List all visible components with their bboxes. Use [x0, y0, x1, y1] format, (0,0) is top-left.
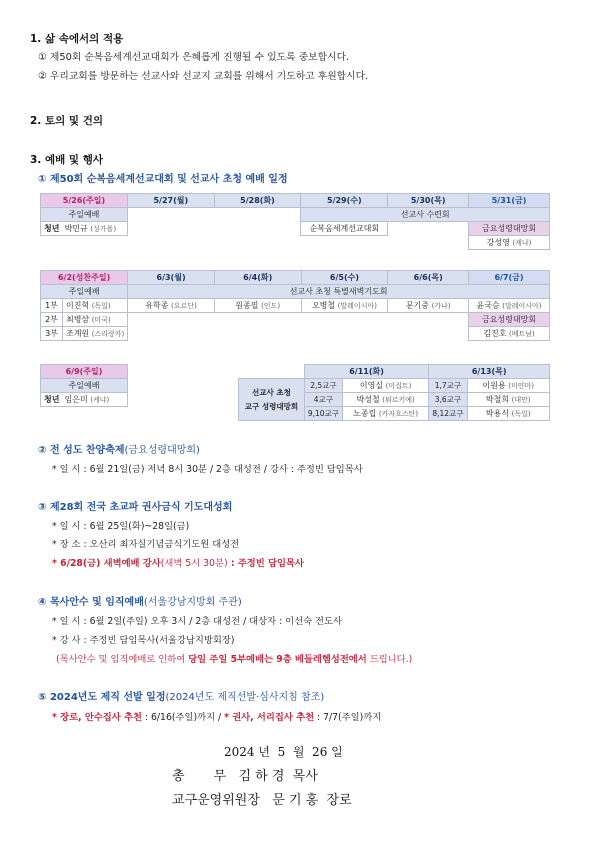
table1-sunday-service: 주일예배	[41, 208, 128, 222]
table4-head-thu: 6/13(목)	[429, 365, 550, 379]
table4-row2-speaker-a	[343, 393, 429, 407]
table4-row2-name-b: 박철희	[485, 395, 510, 404]
table2-dawn-fri	[469, 299, 550, 313]
table3-youth-row	[41, 393, 128, 407]
table4-row2-district-a: 4교구	[304, 393, 342, 407]
table1-youth-note: (싱가폴)	[90, 225, 117, 233]
section-1-item-1: ① 제50회 순복음세계선교대회가 은혜롭게 진행될 수 있도록 중보합시다.	[38, 52, 350, 63]
table1-head-wed: 5/29(수)	[301, 194, 388, 208]
ordination-title	[38, 593, 242, 608]
section-1-item-2: ② 우리교회를 방문하는 선교사와 선교지 교회를 위해서 기도하고 후원합시다.	[38, 71, 369, 82]
fasting-prayer-place: * 장 소 : 오산리 최자실기념금식기도원 대성전	[52, 539, 240, 550]
table2-part-3-name: 조계원	[65, 329, 90, 338]
table2-sunday-service: 주일예배	[41, 285, 128, 299]
table2-part-2: 2부	[41, 313, 63, 327]
table4-row3-name-b: 박용식	[485, 409, 510, 418]
table1-youth-label: 청년	[44, 224, 60, 233]
table4-label-1: 선교사 초청	[251, 387, 291, 397]
footer-signer-2: 교구운영위원장 문 기 홍 장로	[172, 793, 352, 808]
table1-friday-speaker	[469, 236, 550, 250]
ordination-date: * 일 시 : 6월 2일(주일) 오후 3시 / 2층 대성전 / 대상자 : 이선숙 전도사	[52, 616, 342, 627]
table2-part-1-note: (독일)	[91, 302, 111, 310]
table2-head-thu: 6/6(목)	[388, 271, 469, 285]
schedule-table-week1	[40, 193, 550, 250]
officer-selection-title	[38, 688, 324, 703]
table2-part-1-speaker	[62, 299, 127, 313]
table1-world-mission-conference: 순복음세계선교대회	[301, 222, 388, 236]
praise-festival-title	[38, 441, 200, 456]
schedule-table-week2	[40, 270, 550, 341]
table2-part-2-note: (미국)	[91, 316, 111, 324]
table4-row1-speaker-a	[343, 379, 429, 393]
ordination-heading: ④ 목사안수 및 임직예배	[38, 597, 144, 608]
table2-part-2-name: 최병삼	[65, 315, 90, 324]
table2-dawn-mon	[128, 299, 215, 313]
table4-row3-speaker-a	[343, 407, 429, 421]
table3-youth-label: 청년	[44, 395, 60, 404]
table2-dawn-mon-note: (요르단)	[171, 302, 197, 310]
table2-part-3-speaker	[62, 327, 127, 341]
table2-dawn-tue	[214, 299, 301, 313]
ordination-notice-end: 드립니다.)	[366, 654, 413, 665]
section-1-title: 1. 삶 속에서의 적용	[30, 33, 124, 45]
table1-head-thu: 5/30(목)	[388, 194, 469, 208]
footer-signer-1: 총 무 김 하 경 목사	[172, 769, 318, 784]
table2-friday-speaker	[469, 327, 550, 341]
table1-head-fri: 5/31(금)	[469, 194, 550, 208]
table1-youth-name: 박민규	[64, 224, 88, 233]
schedule-subtitle: ① 제50회 순복음세계선교대회 및 선교사 초청 예배 일정	[38, 174, 288, 185]
table2-part-1-name: 이진혁	[65, 301, 90, 310]
ordination-paren: (서울강남지방회 주관)	[143, 597, 242, 608]
table4-row2-district-b: 3,6교구	[429, 393, 467, 407]
table4-label-2: 교구 성령대망회	[244, 401, 299, 411]
table2-dawn-prayer: 선교사 초청 특별새벽기도회	[128, 285, 550, 299]
section-3-title: 3. 예배 및 행사	[30, 154, 103, 166]
fasting-prayer-date: * 일 시 : 6월 25일(화)~28일(금)	[52, 521, 190, 532]
deaconess-recommend-label: * 권사, 서리집사 추천	[224, 712, 315, 723]
table2-head-wed: 6/5(수)	[301, 271, 388, 285]
table3-sunday-service: 주일예배	[41, 379, 128, 393]
table4-row3-district-b: 8,12교구	[429, 407, 467, 421]
fasting-prayer-speaker-time: (새벽 5시 30분)	[160, 558, 228, 569]
schedule-table-6-9	[40, 364, 128, 407]
elder-recommend-date: : 6/16(주일)까지 /	[141, 712, 225, 723]
table4-row2-note-a: (튀르키예)	[382, 396, 415, 404]
table2-part-3: 3부	[41, 327, 63, 341]
table2-dawn-tue-name: 원종필	[235, 301, 259, 310]
table3-head: 6/9(주일)	[41, 365, 128, 379]
table2-head-mon: 6/3(월)	[128, 271, 215, 285]
table2-dawn-wed-note: (말레이시아)	[337, 302, 377, 310]
fasting-prayer-speaker-label: * 6/28(금) 새벽예배 강사	[52, 558, 161, 569]
officer-selection-detail	[52, 709, 381, 723]
table1-head-sun: 5/26(주일)	[41, 194, 128, 208]
table4-row1-district-b: 1,7교구	[429, 379, 467, 393]
schedule-table-district	[238, 364, 550, 421]
table2-head-sun: 6/2(성찬주일)	[41, 271, 128, 285]
praise-festival-paren: (금요성령대망회)	[124, 445, 200, 456]
table2-dawn-wed	[301, 299, 388, 313]
table2-part-1: 1부	[41, 299, 63, 313]
table1-friday-name: 강성영	[486, 238, 510, 247]
table4-row2-name-a: 박성철	[356, 395, 380, 404]
table1-youth-row	[41, 222, 128, 236]
table4-row1-note-a: (미집트)	[385, 382, 412, 390]
ordination-notice-start: (목사안수 및 임직예배로 인하여	[56, 654, 189, 665]
table2-part-2-speaker	[62, 313, 127, 327]
table4-head-tue: 6/11(화)	[304, 365, 429, 379]
table2-dawn-mon-name: 유학종	[145, 301, 169, 310]
table4-row1-note-b: (미얀마)	[508, 382, 534, 390]
table2-friday-event: 금요성령대망회	[469, 313, 550, 327]
table4-row1-district-a: 2,5교구	[304, 379, 342, 393]
fasting-prayer-speaker-name: : 주정빈 담임목사	[227, 558, 304, 569]
officer-selection-paren: (2024년도 제직선발·심사지침 참조)	[165, 692, 325, 703]
table1-head-mon: 5/27(월)	[127, 194, 214, 208]
table1-head-tue: 5/28(화)	[214, 194, 301, 208]
table2-dawn-fri-note: (말레이시아)	[502, 302, 542, 310]
table1-friday-note: (케냐)	[512, 239, 532, 247]
table1-friday-event: 금요성령대망회	[469, 222, 550, 236]
elder-recommend-label: * 장로, 안수집사 추천	[52, 712, 142, 723]
table4-row3-district-a: 9,10교구	[304, 407, 342, 421]
footer-date: 2024 년 5 월 26 일	[224, 745, 343, 759]
table4-row3-speaker-b	[467, 407, 549, 421]
table2-dawn-fri-name: 윤국승	[476, 301, 500, 310]
table3-youth-note: (케냐)	[90, 396, 110, 404]
section-2-title: 2. 토의 및 건의	[30, 115, 103, 127]
table2-head-tue: 6/4(화)	[214, 271, 301, 285]
deaconess-recommend-date: : 7/7(주일)까지	[314, 712, 382, 723]
fasting-prayer-speaker	[52, 555, 304, 569]
table2-dawn-thu	[388, 299, 469, 313]
table2-friday-name: 김진호	[483, 329, 507, 338]
ordination-notice	[56, 651, 412, 665]
table4-row1-name-a: 이영실	[359, 381, 384, 390]
table2-dawn-wed-name: 오병철	[311, 301, 336, 310]
table4-row2-note-b: (대만)	[511, 396, 531, 404]
table4-label	[239, 379, 305, 421]
table4-row1-name-b: 이원용	[482, 381, 506, 390]
table3-youth-name: 임은미	[64, 395, 88, 404]
table4-row1-speaker-b	[467, 379, 549, 393]
table1-mission-retreat: 선교사 수련회	[301, 208, 550, 222]
ordination-speaker: * 강 사 : 주정빈 담임목사(서울강남지방회장)	[52, 635, 235, 646]
table2-friday-note: (베트남)	[509, 330, 535, 338]
ordination-notice-bold: 당일 주일 5부예배는 9층 베들레헴성전에서	[188, 654, 367, 665]
fasting-prayer-title: ③ 제28회 전국 초교파 권사금식 기도대성회	[38, 502, 233, 513]
table2-dawn-thu-name: 문기중	[405, 301, 430, 310]
table2-dawn-tue-note: (인도)	[261, 302, 281, 310]
table2-part-3-note: (스리랑카)	[91, 330, 125, 338]
table2-head-fri: 6/7(금)	[469, 271, 550, 285]
praise-festival-heading: ② 전 성도 찬양축제	[38, 445, 125, 456]
table4-row3-name-a: 노종립	[353, 409, 377, 418]
praise-festival-detail: * 일 시 : 6월 21일(금) 저녁 8시 30분 / 2층 대성전 / 강사 : 주정빈 담임목사	[52, 464, 363, 475]
table4-row3-note-a: (카자흐스탄)	[378, 410, 419, 418]
table4-row3-note-b: (독일)	[511, 410, 531, 418]
officer-selection-heading: ⑤ 2024년도 제직 선발 일정	[38, 692, 166, 703]
table4-row2-speaker-b	[467, 393, 549, 407]
table2-dawn-thu-note: (가나)	[431, 302, 451, 310]
